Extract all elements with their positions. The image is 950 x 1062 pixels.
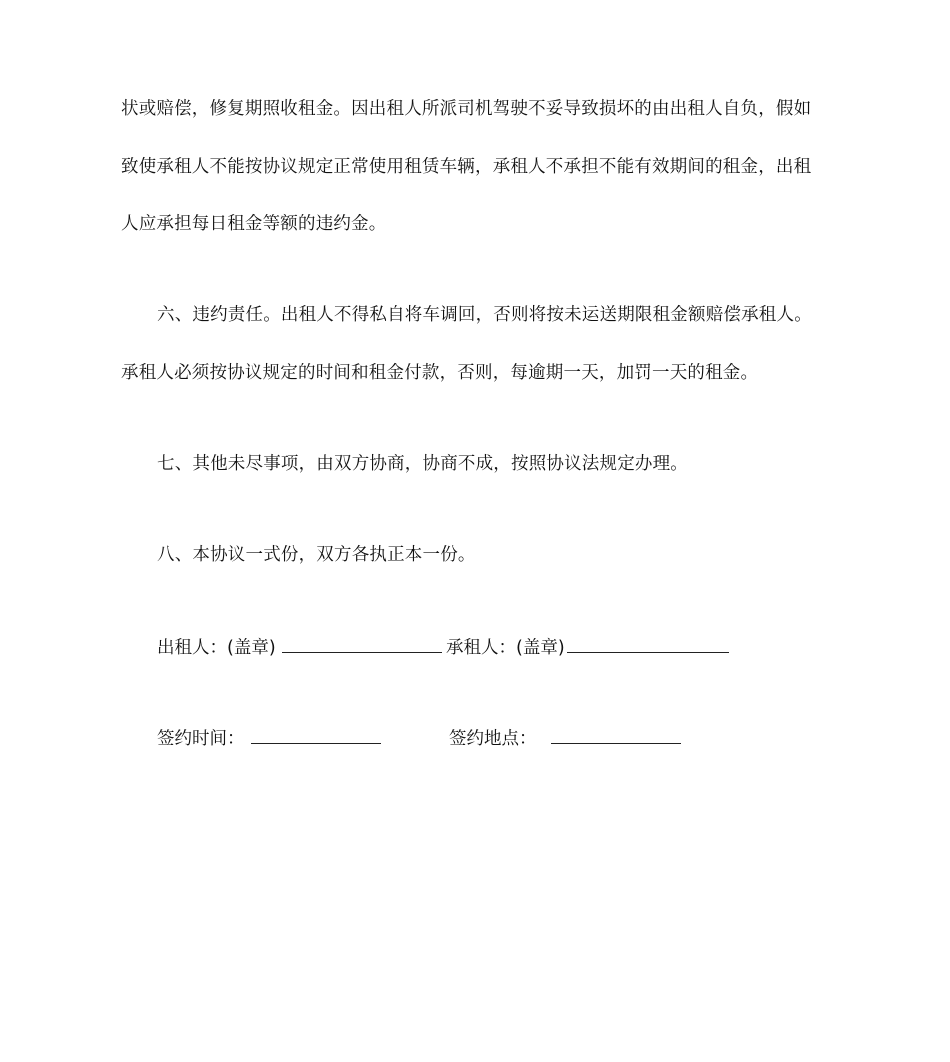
lessor-label: 出租人：(盖章): [157, 638, 276, 658]
paragraph-5-line-3: 人应承担每日租金等额的违约金。: [121, 214, 387, 234]
paragraph-7: 七、其他未尽事项，由双方协商，协商不成，按照协议法规定办理。: [157, 454, 688, 474]
lessor-signature-blank: [282, 634, 442, 653]
lessee-label: 承租人：(盖章): [446, 638, 565, 658]
lessee-signature-blank: [567, 634, 729, 653]
signing-date: [157, 725, 381, 751]
signing-place-blank: [551, 725, 681, 744]
signing-date-blank: [251, 725, 381, 744]
paragraph-8: 八、本协议一式份，双方各执正本一份。: [157, 545, 476, 565]
signing-date-label: 签约时间：: [157, 729, 245, 749]
paragraph-6-line-2: 承租人必须按协议规定的时间和租金付款，否则，每逾期一天，加罚一天的租金。: [121, 363, 759, 383]
lessee-signature: [446, 634, 729, 660]
signing-place-label: 签约地点：: [449, 729, 537, 749]
paragraph-5-line-2: 致使承租人不能按协议规定正常使用租赁车辆，承租人不承担不能有效期间的租金，出租: [121, 157, 812, 177]
lessor-signature: [157, 634, 442, 660]
paragraph-6-line-1: 六、违约责任。出租人不得私自将车调回，否则将按未运送期限租金额赔偿承租人。: [157, 305, 812, 325]
paragraph-5-line-1: 状或赔偿，修复期照收租金。因出租人所派司机驾驶不妥导致损坏的由出租人自负，假如: [121, 99, 812, 119]
signing-place: [449, 725, 681, 751]
